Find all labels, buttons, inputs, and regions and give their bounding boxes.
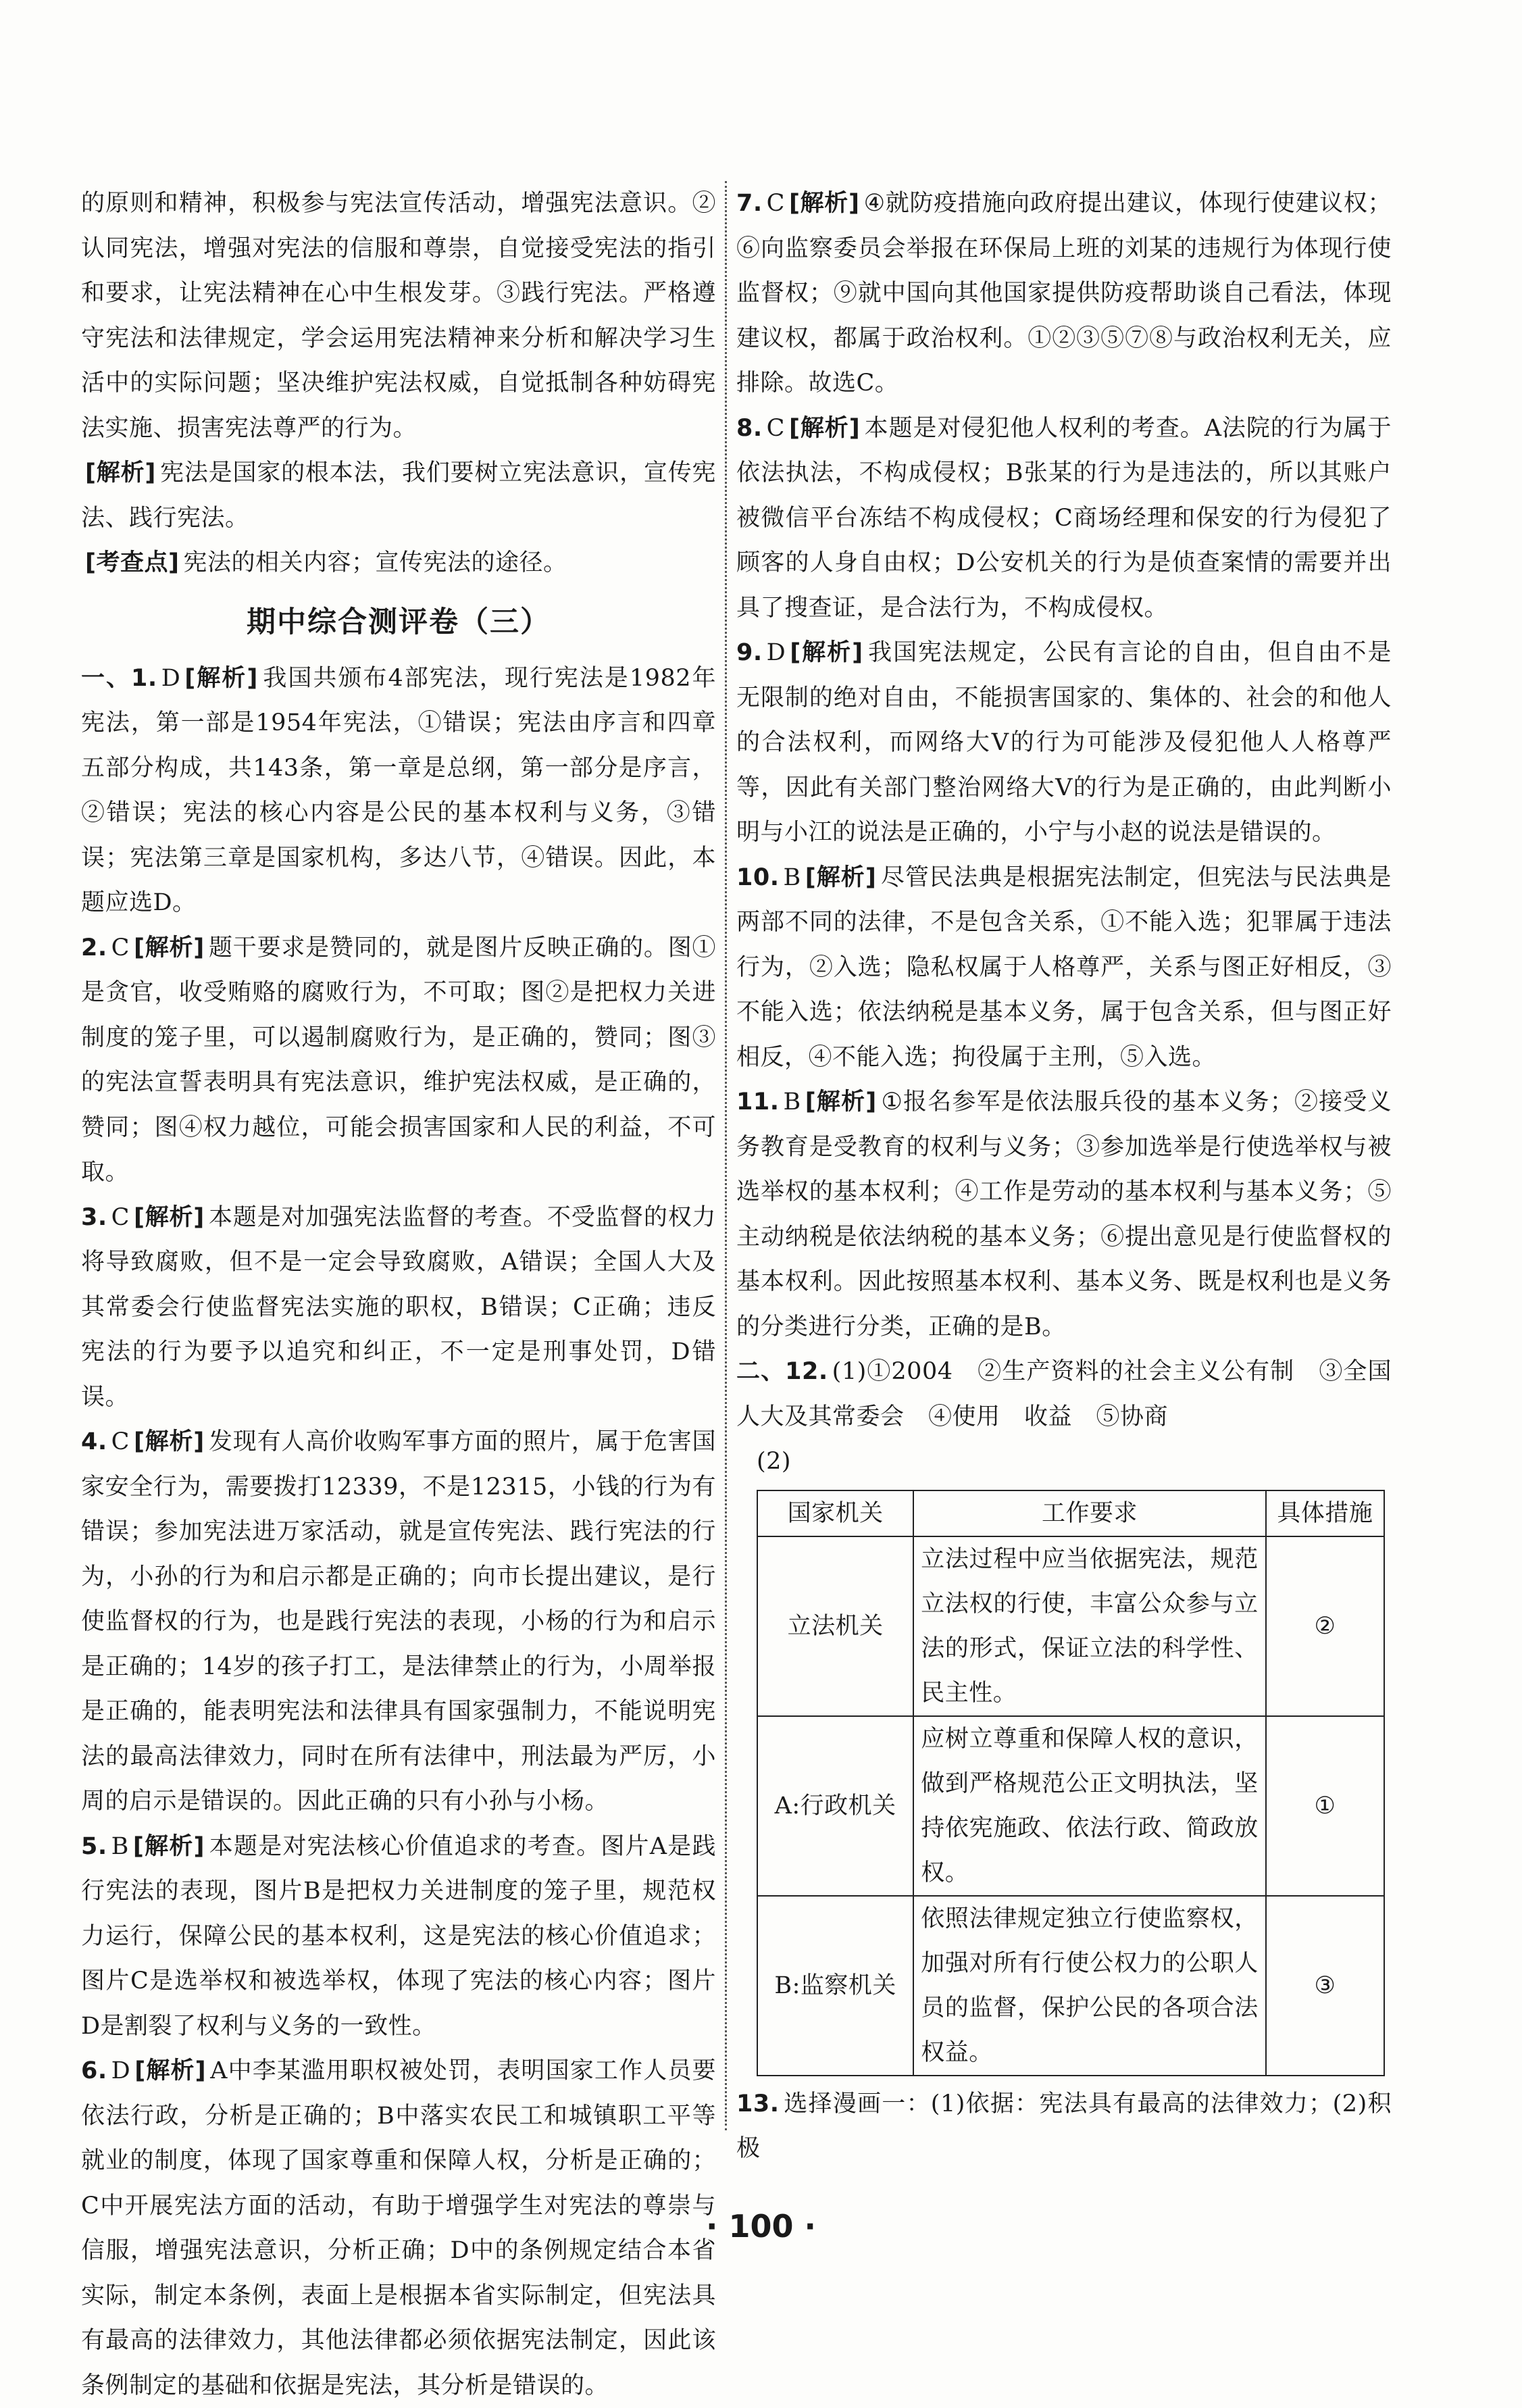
organ-cell: 立法机关 — [757, 1536, 913, 1716]
answer-item — [736, 1080, 1392, 1349]
item-number: 二、12. — [736, 1358, 828, 1385]
item-text: 题干要求是赞同的，就是图片反映正确的。图①是贪官，收受贿赂的腐败行为，不可取；图②是把权力关进制度的笼子里，可以遏制腐败行为，是正确的，赞同；图③的宪法宣誓表明具有宪法意识，维护宪法权威，是正确的，赞同；图④权力越位，可能会损害国家和人民的利益，不可取。 — [81, 934, 716, 1186]
answer-item — [736, 181, 1392, 406]
item-answer: C — [111, 1203, 130, 1231]
item-text: 尽管民法典是根据宪法制定，但宪法与民法典是两部不同的法律，不是包含关系，①不能入选；犯罪属于违法行为，②入选；隐私权属于人格尊严，关系与图正好相反，③不能入选；依法纳税是基本义务，属于包含关系，但与图正好相反，④不能入选；拘役属于主刑，⑤入选。 — [736, 863, 1392, 1071]
item-number: 9. — [736, 639, 763, 666]
item-text: 我国共颁布4部宪法，现行宪法是1982年宪法，第一部是1954年宪法，①错误；宪法由序言和四章五部分构成，共143条，第一章是总纲，第一部分是序言，②错误；宪法的核心内容是公民的基本权利与义务，③错误；宪法第三章是国家机构，多达八节，④错误。因此，本题应选D。 — [81, 664, 717, 916]
item-answer: D — [161, 664, 181, 692]
item-tag: [解析] — [805, 1088, 877, 1115]
item-text: ④就防疫措施向政府提出建议，体现行使建议权；⑥向监察委员会举报在环保局上班的刘某的违规行为体现行使监督权；⑨就中国向其他国家提供防疫帮助谈自己看法，体现建议权，都属于政治权利。①②③⑤⑦⑧与政治权利无关，应排除。故选C。 — [736, 190, 1392, 397]
item-text: 本题是对加强宪法监督的考查。不受监督的权力将导致腐败，但不是一定会导致腐败，A错误；全国人大及其常委会行使监督宪法实施的职权，B错误；C正确；违反宪法的行为要予以追究和纠正，不一定是刑事处罚，D错误。 — [81, 1203, 716, 1411]
item-text: 发现有人高价收购军事方面的照片，属于危害国家安全行为，需要拨打12339，不是12315，小钱的行为有错误；参加宪法进万家活动，就是宣传宪法、践行宪法的行为，小孙的行为和启示都是正确的；向市长提出建议，是行使监督权的行为，也是践行宪法的表现，小杨的行为和启示是正确的；14岁的孩子打工，是法律禁止的行为，小周举报是正确的，能表明宪法和法律具有国家强制力，不能说明宪法的最高法律效力，同时在所有法律中，刑法最为严厉，小周的启示是错误的。因此正确的只有小孙与小杨。 — [81, 1428, 716, 1815]
table-row — [757, 1896, 1384, 2076]
table-header-row — [757, 1490, 1384, 1536]
item-tag: [解析] — [805, 863, 877, 891]
answer-item — [736, 630, 1392, 855]
item-answer: B — [111, 1832, 129, 1860]
kaochadian-paragraph — [81, 541, 716, 586]
q12-part1-text: (1)①2004 ②生产资料的社会主义公有制 ③全国人大及其常委会 ④使用 收益 ⑤协商 — [736, 1358, 1392, 1430]
item-number: 7. — [736, 190, 763, 217]
organ-cell: A:行政机关 — [757, 1716, 913, 1896]
item-number: 6. — [81, 2057, 107, 2084]
item-answer: B — [783, 1088, 801, 1115]
item-number: 11. — [736, 1088, 780, 1115]
table-header: 国家机关 — [757, 1490, 913, 1536]
kaochadian-text: 宪法的相关内容；宣传宪法的途径。 — [183, 549, 567, 576]
organ-table — [757, 1490, 1385, 2076]
requirement-cell: 依照法律规定独立行使监察权，加强对所有行使公权力的公职人员的监督，保护公民的各项合法权益。 — [913, 1896, 1266, 2076]
measure-cell: ② — [1266, 1536, 1384, 1716]
section-title: 期中综合测评卷（三） — [247, 605, 551, 639]
item-tag: [解析] — [132, 1832, 205, 1860]
item-number: 13. — [736, 2090, 780, 2117]
item-tag: [解析] — [788, 414, 861, 442]
q13-line — [736, 2082, 1392, 2172]
item-tag: [解析] — [133, 1203, 205, 1231]
item-tag: [解析] — [790, 639, 863, 666]
column-divider — [725, 181, 727, 2130]
item-tag: [解析] — [133, 934, 205, 961]
table-row — [757, 1716, 1384, 1896]
item-text: ①报名参军是依法服兵役的基本义务；②接受义务教育是受教育的权利与义务；③参加选举是行使选举权与被选举权的基本权利；④工作是劳动的基本权利与基本义务；⑤主动纳税是依法纳税的基本义务；⑥提出意见是行使监督权的基本权利。因此按照基本权利、基本义务、既是权利也是义务的分类进行分类，正确的是B。 — [736, 1088, 1392, 1340]
measure-cell: ③ — [1266, 1896, 1384, 2076]
left-column — [81, 181, 716, 2408]
item-answer: C — [111, 934, 130, 961]
item-tag: [解析] — [788, 190, 860, 217]
item-number: 10. — [736, 863, 780, 891]
item-answer: C — [111, 1428, 130, 1455]
table-row — [757, 1536, 1384, 1716]
intro-paragraph: 的原则和精神，积极参与宪法宣传活动，增强宪法意识。②认同宪法，增强对宪法的信服和尊崇，自觉接受宪法的指引和要求，让宪法精神在心中生根发芽。③践行宪法。严格遵守宪法和法律规定，学会运用宪法精神来分析和解决学习生活中的实际问题；坚决维护宪法权威，自觉抵制各种妨碍宪法实施、损害宪法尊严的行为。 — [81, 190, 716, 442]
item-tag: [解析] — [133, 1428, 205, 1455]
item-text: A中李某滥用职权被处罚，表明国家工作人员要依法行政，分析是正确的；B中落实农民工和城镇职工平等就业的制度，体现了国家尊重和保障人权，分析是正确的；C中开展宪法方面的活动，有助于增强学生对宪法的尊崇与信服，增强宪法意识，分析正确；D中的条例规定结合本省实际，制定本条例，表面上是根据本省实际制定，但宪法具有最高的法律效力，其他法律都必须依据宪法制定，因此该条例制定的基础和依据是宪法，其分析是错误的。 — [81, 2057, 716, 2399]
item-number: 8. — [736, 414, 763, 442]
q12-part2-label: (2) — [757, 1448, 792, 1475]
q13-text: 选择漫画一：(1)依据：宪法具有最高的法律效力；(2)积极 — [736, 2090, 1392, 2162]
q12-part1 — [736, 1349, 1392, 1439]
item-text: 本题是对侵犯他人权利的考查。A法院的行为属于依法执法，不构成侵权；B张某的行为是违法的，所以其账户被微信平台冻结不构成侵权；C商场经理和保安的行为侵犯了顾客的人身自由权；D公安机关的行为是侦查案情的需要并出具了搜查证，是合法行为，不构成侵权。 — [736, 414, 1392, 622]
item-answer: B — [783, 863, 801, 891]
requirement-cell: 应树立尊重和保障人权的意识，做到严格规范公正文明执法，坚持依宪施政、依法行政、简政放权。 — [913, 1716, 1266, 1896]
item-number: 一、1. — [81, 664, 157, 692]
kaochadian-tag: [考查点] — [85, 549, 180, 576]
item-tag: [解析] — [134, 2057, 207, 2084]
analysis-text: 宪法是国家的根本法，我们要树立宪法意识，宣传宪法、践行宪法。 — [81, 459, 716, 532]
right-column — [736, 181, 1392, 2172]
item-number: 3. — [81, 1203, 107, 1231]
item-text: 本题是对宪法核心价值追求的考查。图片A是践行宪法的表现，图片B是把权力关进制度的笼子里，规范权力运行，保障公民的基本权利，这是宪法的核心价值追求；图片C是选举权和被选举权，体现了宪法的核心内容；图片D是割裂了权利与义务的一致性。 — [81, 1832, 717, 2040]
answer-item — [81, 656, 716, 926]
answer-item — [81, 1824, 716, 2049]
answer-item — [736, 855, 1392, 1080]
answer-item — [81, 1420, 716, 1824]
item-tag: [解析] — [184, 664, 258, 692]
table-header: 工作要求 — [913, 1490, 1266, 1536]
item-text: 我国宪法规定，公民有言论的自由，但自由不是无限制的绝对自由，不能损害国家的、集体的、社会的和他人的合法权利，而网络大V的行为可能涉及侵犯他人人格尊严等，因此有关部门整治网络大V的行为是正确的，由此判断小明与小江的说法是正确的，小宁与小赵的说法是错误的。 — [736, 639, 1392, 846]
item-number: 5. — [81, 1832, 107, 1860]
requirement-cell: 立法过程中应当依据宪法，规范立法权的行使，丰富公众参与立法的形式，保证立法的科学性、民主性。 — [913, 1536, 1266, 1716]
measure-cell: ① — [1266, 1716, 1384, 1896]
item-answer: D — [111, 2057, 131, 2084]
table-header: 具体措施 — [1266, 1490, 1384, 1536]
item-answer: D — [766, 639, 786, 666]
answer-item — [736, 406, 1392, 631]
item-answer: C — [766, 190, 785, 217]
page-number: · 100 · — [706, 2208, 816, 2244]
item-number: 2. — [81, 934, 107, 961]
item-number: 4. — [81, 1428, 107, 1455]
analysis-paragraph — [81, 451, 716, 541]
answer-item — [81, 1195, 716, 1420]
item-answer: C — [766, 414, 785, 442]
answer-item — [81, 926, 716, 1195]
organ-cell: B:监察机关 — [757, 1896, 913, 2076]
analysis-tag: [解析] — [85, 459, 156, 486]
